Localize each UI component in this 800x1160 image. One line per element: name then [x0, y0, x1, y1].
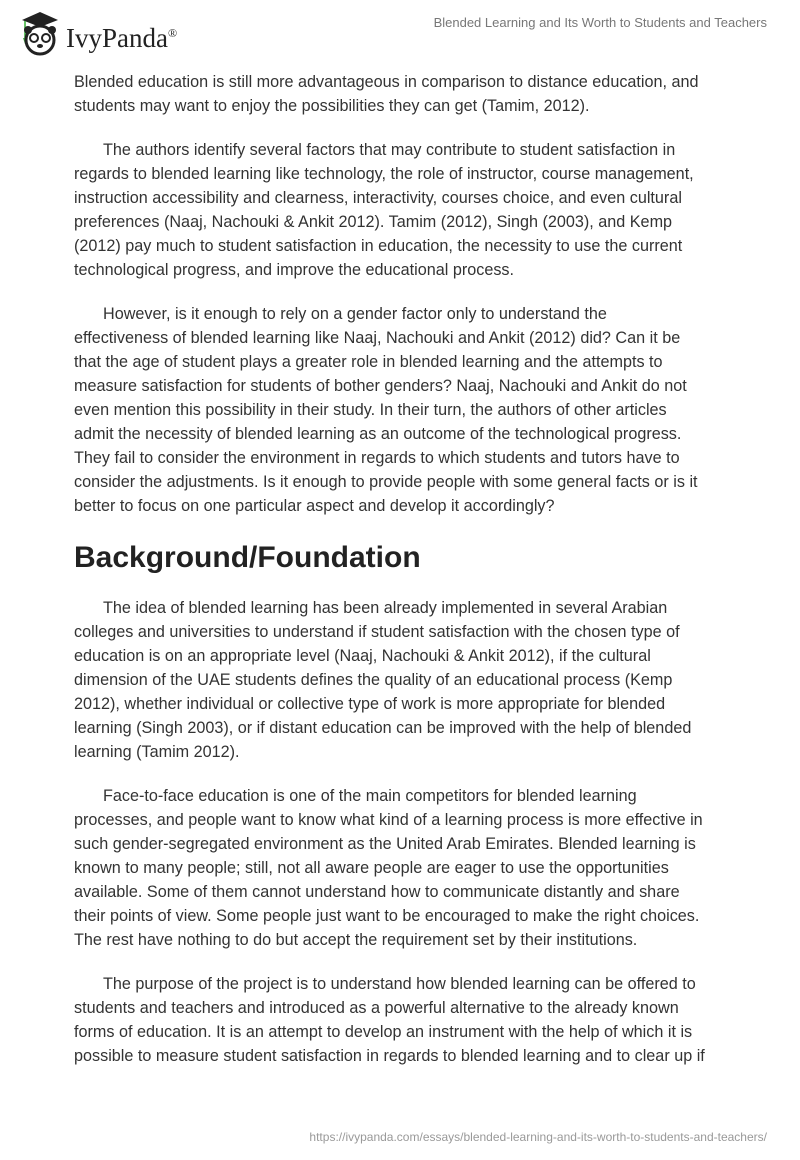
section-background	[74, 596, 754, 1068]
section-intro	[74, 70, 754, 518]
essay-content	[74, 70, 754, 1088]
text-line: processes, and people want to know what kind of a learning process is more effective in	[74, 811, 703, 829]
text-line: even mention this possibility in their study. In their turn, the authors of other articles	[74, 401, 667, 419]
paragraph	[74, 596, 754, 764]
text-line: measure satisfaction for students of bother genders? Naaj, Nachouki and Ankit do not	[74, 377, 687, 395]
text-line: However, is it enough to rely on a gender factor only to understand the	[103, 305, 607, 323]
logo-text: IvyPanda®	[66, 22, 178, 53]
text-line: (2012) pay much to student satisfaction in education, the necessity to use the current	[74, 237, 683, 255]
text-line: available. Some of them cannot understand how to communicate distantly and share	[74, 883, 680, 901]
text-line: their points of view. Some people just want to be encouraged to make the right choices.	[74, 907, 700, 925]
text-line: that the age of student plays a greater role in blended learning and the attempts to	[74, 353, 663, 371]
text-line: students and teachers and introduced as a powerful alternative to the already known	[74, 999, 679, 1017]
document-title: Blended Learning and Its Worth to Students and Teachers	[433, 15, 767, 30]
text-line: The purpose of the project is to understand how blended learning can be offered to	[103, 975, 696, 993]
text-line: The idea of blended learning has been already implemented in several Arabian	[103, 599, 668, 617]
text-line: instruction accessibility and clearness, interactivity, courses choice, and even cultural	[74, 189, 682, 207]
paragraph	[74, 784, 754, 952]
text-line: better to focus on one particular aspect and develop it accordingly?	[74, 497, 555, 515]
text-line: Face-to-face education is one of the main competitors for blended learning	[103, 787, 637, 805]
text-line: such gender-segregated environment as the United Arab Emirates. Blended learning is	[74, 835, 696, 853]
text-line: learning (Singh 2003), or if distant education can be improved with the help of blended	[74, 719, 692, 737]
text-line: students may want to enjoy the possibilities they can get (Tamim, 2012).	[74, 97, 590, 115]
text-line: The authors identify several factors that may contribute to student satisfaction in	[103, 141, 676, 159]
text-line: regards to blended learning like technology, the role of instructor, course management,	[74, 165, 694, 183]
text-line: technological progress, and improve the educational process.	[74, 261, 515, 279]
source-url[interactable]: https://ivypanda.com/essays/blended-learning-and-its-worth-to-students-and-teachers/	[309, 1130, 767, 1144]
text-line: The rest have nothing to do but accept the requirement set by their institutions.	[74, 931, 638, 949]
text-line: consider the adjustments. Is it enough to provide people with some general facts or is it	[74, 473, 698, 491]
paragraph	[74, 972, 754, 1068]
paragraph	[74, 138, 754, 282]
text-line: education is on an appropriate level (Naaj, Nachouki & Ankit 2012), if the cultural	[74, 647, 651, 665]
section-heading: Background/Foundation	[74, 541, 421, 574]
page-header	[0, 0, 800, 60]
text-line: possible to measure student satisfaction in regards to blended learning and to clear up if	[74, 1047, 705, 1065]
ivypanda-logo[interactable]	[20, 8, 177, 58]
text-line: learning (Tamim 2012).	[74, 743, 240, 761]
text-line: dimension of the UAE students defines the quality of an educational process (Kemp	[74, 671, 673, 689]
paragraph	[74, 70, 754, 118]
text-line: preferences (Naaj, Nachouki & Ankit 2012). Tamim (2012), Singh (2003), and Kemp	[74, 213, 673, 231]
paragraph	[74, 302, 754, 518]
panda-graduate-icon	[20, 8, 60, 58]
text-line: known to many people; still, not all aware people are eager to use the opportunities	[74, 859, 669, 877]
text-line: colleges and universities to understand if student satisfaction with the chosen type of	[74, 623, 680, 641]
text-line: They fail to consider the environment in regards to which students and tutors have to	[74, 449, 680, 467]
text-line: admit the necessity of blended learning as an outcome of the technological progress.	[74, 425, 682, 443]
text-line: effectiveness of blended learning like Naaj, Nachouki and Ankit (2012) did? Can it be	[74, 329, 681, 347]
text-line: forms of education. It is an attempt to develop an instrument with the help of which it is	[74, 1023, 693, 1041]
text-line: Blended education is still more advantageous in comparison to distance education, and	[74, 73, 699, 91]
text-line: 2012), whether individual or collective type of work is more appropriate for blended	[74, 695, 666, 713]
